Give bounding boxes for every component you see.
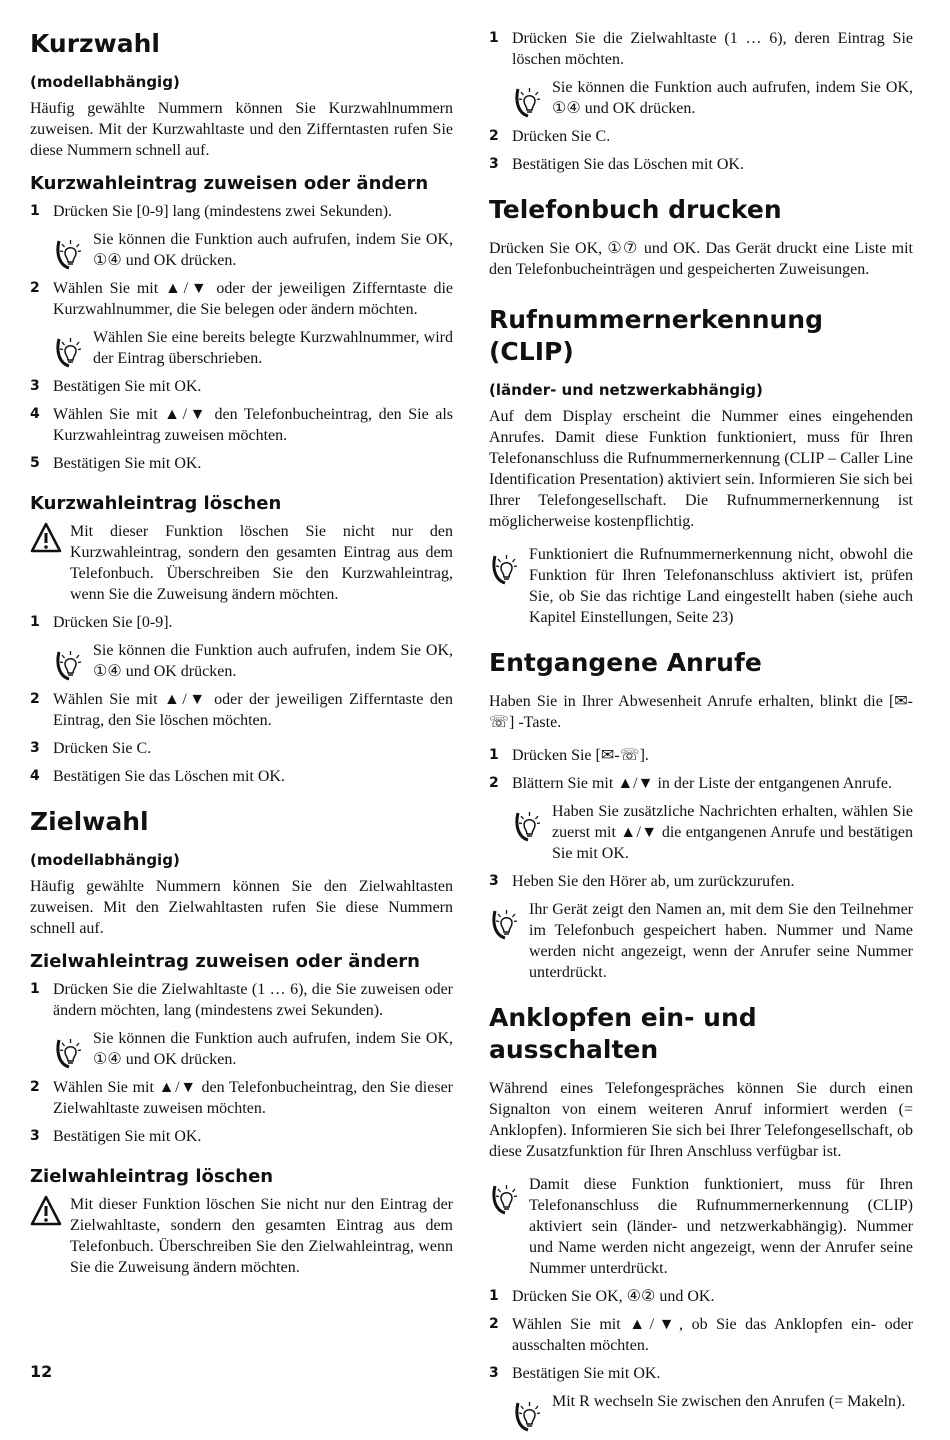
step-number: 1: [489, 747, 499, 763]
lightbulb-tip-icon: [489, 899, 529, 941]
assign-tip-1: [53, 229, 453, 271]
assign-step-5: [30, 453, 453, 474]
step-number: 2: [489, 1316, 499, 1332]
step-text: Drücken Sie C.: [53, 740, 152, 757]
knock-heading: Anklopfen ein- und ausschalten: [489, 1003, 757, 1064]
step-text: Drücken Sie C.: [512, 128, 611, 145]
knock-tip-2: [512, 1391, 913, 1433]
step-text: Bestätigen Sie mit OK.: [53, 1128, 202, 1145]
clip-tip: [489, 544, 913, 628]
kurzwahl-heading: Kurzwahl: [30, 29, 160, 58]
z-assign-heading: Zielwahleintrag zuweisen oder ändern: [30, 951, 420, 972]
lightbulb-tip-icon: [489, 544, 529, 586]
knock-step-2: [489, 1314, 913, 1356]
warning-text: Mit dieser Funktion löschen Sie nicht nur den Eintrag der Zielwahltaste, sondern den gesamten Eintrag aus dem Telefonbuch. Überschreiben Sie den Zielwahleintrag, wenn Sie die Zuweisung ändern möchten.: [70, 1196, 453, 1276]
z-assign-step-2: [30, 1077, 453, 1119]
knock-tip-1: [489, 1174, 913, 1279]
warning-text: Mit dieser Funktion löschen Sie nicht nur den Kurzwahleintrag, sondern den gesamten Eintrag aus dem Telefonbuch. Überschreiben Sie den Kurzwahleintrag, wenn Sie die Zuweisung ändern möchten.: [70, 523, 453, 603]
step-text: Wählen Sie mit ▲/▼ den Telefonbucheintrag, den Sie dieser Zielwahltaste zuweisen möchten.: [53, 1079, 453, 1117]
step-number: 2: [30, 1079, 40, 1095]
step-number: 4: [30, 768, 40, 784]
step-text: Bestätigen Sie das Löschen mit OK.: [512, 156, 744, 173]
assign-heading: Kurzwahleintrag zuweisen oder ändern: [30, 173, 429, 194]
missed-text: Haben Sie in Ihrer Abwesenheit Anrufe erhalten, blinkt die [✉-☏] -Taste.: [489, 693, 913, 731]
lightbulb-tip-icon: [53, 1028, 93, 1070]
delete-warning: [30, 521, 453, 605]
step-text: Heben Sie den Hörer ab, um zurückzurufen.: [512, 873, 795, 890]
zielwahl-heading: Zielwahl: [30, 807, 149, 836]
kurzwahl-subheading: (modellabhängig): [30, 73, 180, 91]
missed-tip-2: [489, 899, 913, 983]
step-number: 3: [30, 378, 40, 394]
knock-step-3: [489, 1363, 913, 1384]
step-number: 3: [30, 1128, 40, 1144]
missed-tip-1: [512, 801, 913, 864]
tip-text: Sie können die Funktion auch aufrufen, indem Sie OK, ①④ und OK drücken.: [93, 642, 453, 680]
lightbulb-tip-icon: [512, 1391, 552, 1433]
print-text: Drücken Sie OK, ①⑦ und OK. Das Gerät druckt eine Liste mit den Telefonbucheinträgen und gespeicherten Zuweisungen.: [489, 240, 913, 278]
kurzwahl-intro: Häufig gewählte Nummern können Sie Kurzwahlnummern zuweisen. Mit der Kurzwahltaste und den Zifferntasten rufen Sie diese Nummern schnell auf.: [30, 100, 453, 159]
delete-heading: Kurzwahleintrag löschen: [30, 493, 282, 514]
tip-text: Sie können die Funktion auch aufrufen, indem Sie OK, ①④ und OK drücken.: [93, 1030, 453, 1068]
knock-step-1: [489, 1286, 913, 1307]
assign-step-2: [30, 278, 453, 320]
zielwahl-subheading: (modellabhängig): [30, 851, 180, 869]
tip-text: Wählen Sie eine bereits belegte Kurzwahlnummer, wird der Eintrag überschrieben.: [93, 329, 453, 367]
step-text: Drücken Sie [0-9] lang (mindestens zwei Sekunden).: [53, 203, 393, 220]
step-number: 1: [489, 1288, 499, 1304]
assign-step-4: [30, 404, 453, 446]
step-text: Drücken Sie die Zielwahltaste (1 … 6), die Sie zuweisen oder ändern möchten, lang (mindestens zwei Sekunden).: [53, 981, 453, 1019]
step-text: Wählen Sie mit ▲/▼ den Telefonbucheintrag, den Sie als Kurzwahleintrag zuweisen möchten.: [53, 406, 453, 444]
step-text: Drücken Sie die Zielwahltaste (1 … 6), deren Eintrag Sie löschen möchten.: [512, 30, 913, 68]
clip-subheading: (länder- und netzwerkabhängig): [489, 381, 763, 399]
step-number: 1: [30, 981, 40, 997]
warning-icon: [30, 521, 70, 555]
delete-step-2: [30, 689, 453, 731]
step-text: Wählen Sie mit ▲/▼ oder der jeweiligen Zifferntaste die Kurzwahlnummer, die Sie belegen oder ändern möchten.: [53, 280, 453, 318]
z-delete-tip: [512, 77, 913, 119]
step-number: 1: [30, 203, 40, 219]
step-text: Blättern Sie mit ▲/▼ in der Liste der entgangenen Anrufe.: [512, 775, 893, 792]
step-number: 2: [30, 280, 40, 296]
step-text: Drücken Sie OK, ④② und OK.: [512, 1288, 715, 1305]
step-number: 3: [489, 1365, 499, 1381]
zielwahl-intro: Häufig gewählte Nummern können Sie den Zielwahltasten zuweisen. Mit den Zielwahltasten rufen Sie diese Nummern schnell auf.: [30, 878, 453, 937]
page-number: 12: [30, 1362, 53, 1381]
clip-heading: Rufnummernerkennung (CLIP): [489, 305, 823, 366]
step-number: 3: [489, 873, 499, 889]
step-text: Bestätigen Sie das Löschen mit OK.: [53, 768, 285, 785]
z-assign-step-3: [30, 1126, 453, 1147]
warning-icon: [30, 1194, 70, 1228]
missed-step-2: [489, 773, 913, 794]
lightbulb-tip-icon: [53, 327, 93, 369]
step-number: 4: [30, 406, 40, 422]
assign-tip-2: [53, 327, 453, 369]
lightbulb-tip-icon: [512, 77, 552, 119]
lightbulb-tip-icon: [512, 801, 552, 843]
step-number: 2: [489, 128, 499, 144]
step-number: 3: [489, 156, 499, 172]
step-text: Drücken Sie [✉-☏].: [512, 747, 649, 764]
delete-tip: [53, 640, 453, 682]
missed-heading: Entgangene Anrufe: [489, 648, 762, 677]
tip-text: Funktioniert die Rufnummernerkennung nicht, obwohl die Funktion für Ihren Telefonanschluss aktiviert ist, prüfen Sie, ob Sie das richtige Land eingestellt haben (siehe auch Kapitel Einstellungen, Seite 23): [529, 546, 913, 626]
lightbulb-tip-icon: [53, 640, 93, 682]
left-column: [30, 28, 453, 1285]
lightbulb-tip-icon: [489, 1174, 529, 1216]
z-delete-step-2: [489, 126, 913, 147]
lightbulb-tip-icon: [53, 229, 93, 271]
delete-step-4: [30, 766, 453, 787]
step-text: Bestätigen Sie mit OK.: [512, 1365, 661, 1382]
missed-step-3: [489, 871, 913, 892]
z-delete-step-3: [489, 154, 913, 175]
z-assign-step-1: [30, 979, 453, 1021]
tip-text: Sie können die Funktion auch aufrufen, indem Sie OK, ①④ und OK drücken.: [93, 231, 453, 269]
delete-step-1: [30, 612, 453, 633]
knock-text: Während eines Telefongespräches können Sie durch einen Signalton von einem weiteren Anruf informiert werden (= Anklopfen). Informieren Sie sich bei Ihrer Telefongesellschaft, ob diese Zusatzfunktion für Ihren Anschluss verfügbar ist.: [489, 1080, 913, 1160]
assign-step-3: [30, 376, 453, 397]
clip-text: Auf dem Display erscheint die Nummer eines eingehenden Anrufes. Damit diese Funktion funktioniert, muss für Ihren Telefonanschluss die Rufnummernerkennung (CLIP – Caller Line Identification Presentation) aktiviert sein. Informieren Sie sich bei Ihrer Telefongesellschaft. Die Rufnummernerkennung ist möglicherweise kostenpflichtig.: [489, 408, 913, 530]
tip-text: Sie können die Funktion auch aufrufen, indem Sie OK, ①④ und OK drücken.: [552, 79, 913, 117]
step-number: 3: [30, 740, 40, 756]
step-number: 2: [30, 691, 40, 707]
step-text: Wählen Sie mit ▲/▼, ob Sie das Anklopfen ein- oder ausschalten möchten.: [512, 1316, 913, 1354]
z-delete-step-1: [489, 28, 913, 70]
tip-text: Mit R wechseln Sie zwischen den Anrufen (= Makeln).: [552, 1393, 906, 1410]
tip-text: Haben Sie zusätzliche Nachrichten erhalten, wählen Sie zuerst mit ▲/▼ die entgangenen Anrufe und bestätigen Sie mit OK.: [552, 803, 913, 862]
missed-step-1: [489, 745, 913, 766]
right-column: [489, 28, 913, 1440]
tip-text: Ihr Gerät zeigt den Namen an, mit dem Sie den Teilnehmer im Telefonbuch gespeichert haben. Nummer und Name werden nicht angezeigt, wenn der Anrufer seine Nummer unterdrückt.: [529, 901, 913, 981]
delete-step-3: [30, 738, 453, 759]
step-text: Wählen Sie mit ▲/▼ oder der jeweiligen Zifferntaste den Eintrag, den Sie löschen möchten.: [53, 691, 453, 729]
tip-text: Damit diese Funktion funktioniert, muss für Ihren Telefonanschluss die Rufnummernerkennung (CLIP) aktiviert sein (länder- und netzwerkabhängig). Nummer und Name werden nicht angezeigt, wenn der Anrufer seine Nummer unterdrückt.: [529, 1176, 913, 1277]
z-assign-tip: [53, 1028, 453, 1070]
step-number: 2: [489, 775, 499, 791]
print-heading: Telefonbuch drucken: [489, 195, 782, 224]
step-number: 1: [489, 30, 499, 46]
z-delete-warning: [30, 1194, 453, 1278]
z-delete-heading: Zielwahleintrag löschen: [30, 1166, 274, 1187]
step-number: 1: [30, 614, 40, 630]
step-text: Bestätigen Sie mit OK.: [53, 455, 202, 472]
step-text: Drücken Sie [0-9].: [53, 614, 173, 631]
step-number: 5: [30, 455, 40, 471]
assign-step-1: [30, 201, 453, 222]
step-text: Bestätigen Sie mit OK.: [53, 378, 202, 395]
